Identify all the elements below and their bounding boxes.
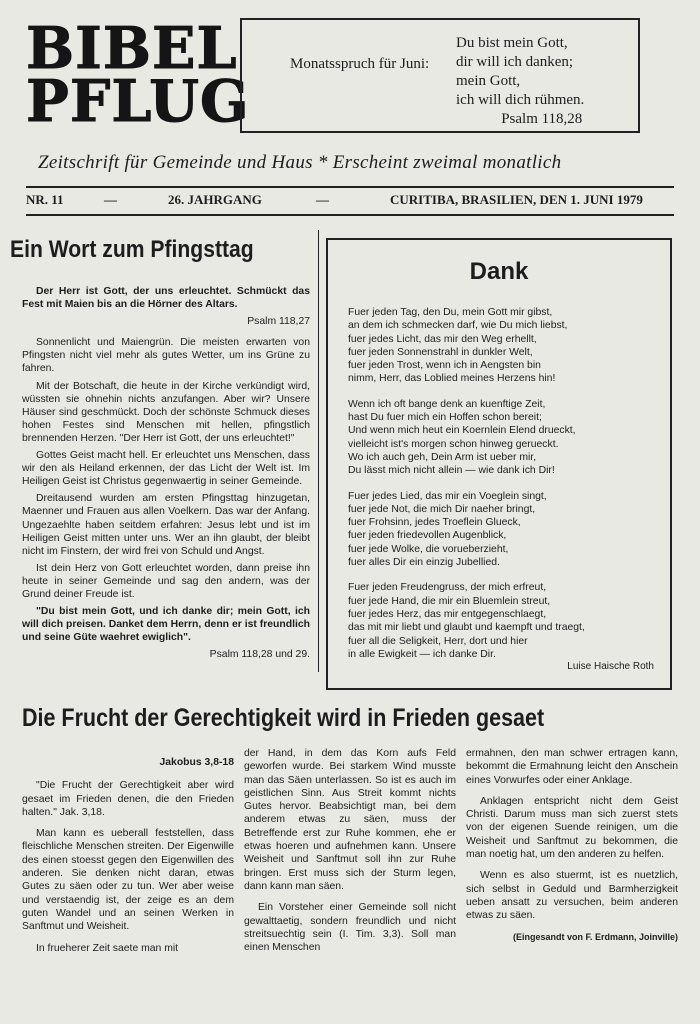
issue-rule-top bbox=[26, 186, 674, 188]
poem-stanza bbox=[348, 398, 663, 478]
article-paragraph: Ist dein Herz von Gott erleuchtet worden, dann preise ihn heute in seiner Gemeinde und sag den andern, was der Grund deiner Freude ist. bbox=[22, 562, 310, 600]
article-paragraph: Mit der Botschaft, die heute in der Kirche verkündigt wird, wüssten sie ohnehin nichts anzufangen. Aber wir? Unsere Häuser sind geschmückt. Doch der schönste Schmuck dieses hohen Festes sind Menschen mit hellen, pfingstlich brennenden Herzen. "Der Herr ist Gott, der uns erleuchtet!" bbox=[22, 380, 310, 444]
article-frucht-col2 bbox=[244, 747, 456, 962]
monatsspruch-ref: Psalm 118,28 bbox=[501, 111, 583, 127]
monatsspruch-line: mein Gott, bbox=[456, 73, 521, 89]
poem-stanza bbox=[348, 490, 663, 570]
poem-line: Fuer jeden Tag, den Du, mein Gott mir gibst, bbox=[348, 307, 553, 318]
article-paragraph: Sonnenlicht und Maiengrün. Die meisten erwarten von Pfingsten nicht viel mehr als gutes Wetter, um ins Grüne zu fahren. bbox=[22, 337, 310, 375]
monatsspruch-line: dir will ich danken; bbox=[456, 54, 574, 70]
poem-line: fuer jeden Sonnenstrahl in dunkler Welt, bbox=[348, 346, 533, 358]
monatsspruch-verse bbox=[456, 34, 584, 129]
poem-line: fuer jeden Trost, wenn ich in Aengsten bin bbox=[348, 360, 541, 372]
poem-author: Luise Haische Roth bbox=[567, 661, 654, 672]
masthead-tagline: Zeitschrift für Gemeinde und Haus * Erscheint zweimal monatlich bbox=[38, 152, 562, 173]
issue-jahrgang: 26. JAHRGANG bbox=[168, 192, 262, 207]
article-paragraph: In frueherer Zeit saete man mit bbox=[36, 942, 179, 954]
poem-line: nimm, Herr, das Loblied meines Herzens hin! bbox=[348, 373, 556, 385]
poem-line: fuer Frohsinn, jedes Troeflein Glueck, bbox=[348, 517, 521, 529]
issue-number: NR. 11 bbox=[26, 192, 64, 207]
article-pfingsten-title: Ein Wort zum Pfingsttag bbox=[10, 236, 254, 263]
poem-line: fuer jeden friedevollen Augenblick, bbox=[348, 530, 507, 542]
article-paragraph: "Die Frucht der Gerechtigkeit aber wird gesaet im Frieden denen, die den Frieden halten." Jak. 3,18. bbox=[22, 780, 234, 818]
article-paragraph: ermahnen, den man schwer ertragen kann, bekommt die Ermahnung leicht den Anschein eines Vorwurfes oder einer Anklage. bbox=[466, 748, 678, 786]
poem-body bbox=[348, 306, 663, 673]
masthead-logo bbox=[26, 15, 250, 135]
poem-line: Wenn ich oft bange denk an kuenftige Zeit, bbox=[348, 398, 546, 410]
article-paragraph: der Hand, in dem das Korn aufs Feld geworfen wurde. Bei starkem Wind musste man das Säen unterlassen. So ist es auch im geistlichen Sinn. Aus Streit kommt nichts Gutes hervor. Beabsichtigt man, bei dem anderem etwas zu säen, muss der Betreffende erst zur Ruhe kommen, ehe er etwas hoeren und aufnehmen kann. Unsere Weisheit und Sanftmut soll ihn zur Ruhe bringen. Erst muss sich der Sturm legen, dann kann man säen. bbox=[244, 748, 456, 892]
poem-stanza bbox=[348, 581, 663, 661]
article-paragraph: Dreitausend wurden am ersten Pfingsttag hinzugetan, Maenner und Frauen aus allen Voelkern. Das war der Anfang. Ungezaehlte haben seitdem erfahren: Jesus lebt und ist im Heiligen Geist mitten unter uns. Wer an ihn glaubt, der bleibt nicht im Finstern, der wird frei von Schuld und Angst. bbox=[22, 493, 310, 557]
poem-line: in alle Ewigkeit — ich danke Dir. bbox=[348, 648, 496, 660]
poem-line: fuer all die Seligkeit, Herr, dort und hier bbox=[348, 635, 528, 647]
article-closing-ref: Psalm 118,28 und 29. bbox=[209, 649, 310, 661]
poem-line: fuer jede Wolke, die vorueberzieht, bbox=[348, 543, 509, 555]
issue-place-date: CURITIBA, BRASILIEN, DEN 1. JUNI 1979 bbox=[390, 192, 643, 207]
poem-line: fuer alles Dir ein einzig Jubellied. bbox=[348, 557, 500, 569]
poem-stanza bbox=[348, 306, 663, 386]
poem-line: Wo ich auch geh, Dein Arm ist ueber mir, bbox=[348, 451, 537, 463]
article-paragraph: Wenn es also stuermt, ist es nuetzlich, sich selbst in Geduld und Barmherzigkeit ueben ansatt zu versuchen, beim anderen etwas zu säen. bbox=[466, 870, 678, 922]
poem-line: Fuer jedes Lied, das mir ein Voeglein singt, bbox=[348, 490, 547, 502]
article-frucht-col3 bbox=[466, 747, 678, 952]
article-lead-ref: Psalm 118,27 bbox=[247, 316, 310, 328]
monatsspruch-line: ich will dich rühmen. bbox=[456, 92, 585, 108]
poem-line: fuer jedes Licht, das mir den Weg erhellt, bbox=[348, 333, 537, 345]
article-paragraph: Gottes Geist macht hell. Er erleuchtet uns Menschen, dass wir den als Heiland erkennen, der das Licht der Welt ist. Im Heiligen Geist ist Christus gegenwaertig in seiner Gemeinde. bbox=[22, 450, 310, 488]
article-closing-quote: "Du bist mein Gott, und ich danke dir; mein Gott, ich will dich preisen. Danket dem Herrn, denn er ist freundlich und seine Güte waehret ewiglich". bbox=[22, 606, 310, 644]
poem-line: hast Du fuer mich ein Hoffen schon bereit; bbox=[348, 412, 542, 424]
poem-line: an dem ich schmecken darf, wie Du mich liebst, bbox=[348, 320, 568, 332]
article-frucht-title: Die Frucht der Gerechtigkeit wird in Frieden gesaet bbox=[22, 704, 545, 732]
column-divider bbox=[318, 230, 319, 672]
poem-line: vielleicht ist's morgen schon hinweg gerueckt. bbox=[348, 438, 559, 450]
monatsspruch-box bbox=[240, 18, 640, 133]
article-credit: (Eingesandt von F. Erdmann, Joinville) bbox=[512, 931, 678, 942]
logo-line-bibel: BIBEL bbox=[26, 15, 238, 82]
poem-box bbox=[326, 238, 672, 690]
poem-line: Fuer jeden Freudengruss, der mich erfreut, bbox=[348, 582, 547, 594]
issue-rule-bottom bbox=[26, 214, 674, 216]
article-frucht-ref: Jakobus 3,8-18 bbox=[159, 757, 234, 768]
poem-line: fuer jede Not, die mich Dir naeher bringt, bbox=[348, 503, 536, 515]
poem-line: Und wenn mich heut ein Koernlein Elend drueckt, bbox=[348, 425, 576, 437]
article-paragraph: Man kann es ueberall feststellen, dass fleischliche Menschen streiten. Der Eigenwille des einen stoesst gegen den Eigenwillen des anderen. Sie denken nicht daran, etwas Gutes zu säen oder zu tun. Wer aber weise und verstaendig ist, der zeige es an dem guten Wandel und an seinen Werken in Sanftmut und Weisheit. bbox=[22, 828, 234, 933]
issue-dash: — bbox=[316, 192, 329, 207]
poem-line: Du lässt mich nicht allein — wie dank ich Dir! bbox=[348, 465, 555, 477]
logo-line-pflug: PFLUG bbox=[26, 68, 250, 135]
poem-line: fuer jedes Herz, das mir entgegenschlaegt, bbox=[348, 608, 547, 620]
issue-dash: — bbox=[104, 192, 117, 207]
article-lead: Der Herr ist Gott, der uns erleuchtet. Schmückt das Fest mit Maien bis an die Hörner des Altars. bbox=[22, 286, 310, 311]
monatsspruch-label: Monatsspruch für Juni: bbox=[290, 56, 430, 72]
poem-line: das mit mir liebt und glaubt und kaempft und traegt, bbox=[348, 622, 585, 634]
poem-title: Dank bbox=[469, 258, 529, 285]
article-frucht-col1 bbox=[22, 756, 234, 963]
article-pfingsten-body bbox=[22, 285, 310, 669]
article-paragraph: Anklagen entspricht nicht dem Geist Christi. Darum muss man sich zuerst stets von der eigenen Suende reinigen, um die Weisheit und Sanftmut zu bekommen, die man noetig hat, um den anderen zu helfen. bbox=[466, 795, 678, 861]
article-paragraph: Ein Vorsteher einer Gemeinde soll nicht gewalttaetig, sondern freundlich und nicht streitsuechtig sein (I. Tim. 3,3). Soll man einen Menschen bbox=[244, 902, 456, 954]
monatsspruch-line: Du bist mein Gott, bbox=[456, 35, 568, 51]
poem-line: fuer jede Hand, die mir ein Bluemlein streut, bbox=[348, 595, 551, 607]
